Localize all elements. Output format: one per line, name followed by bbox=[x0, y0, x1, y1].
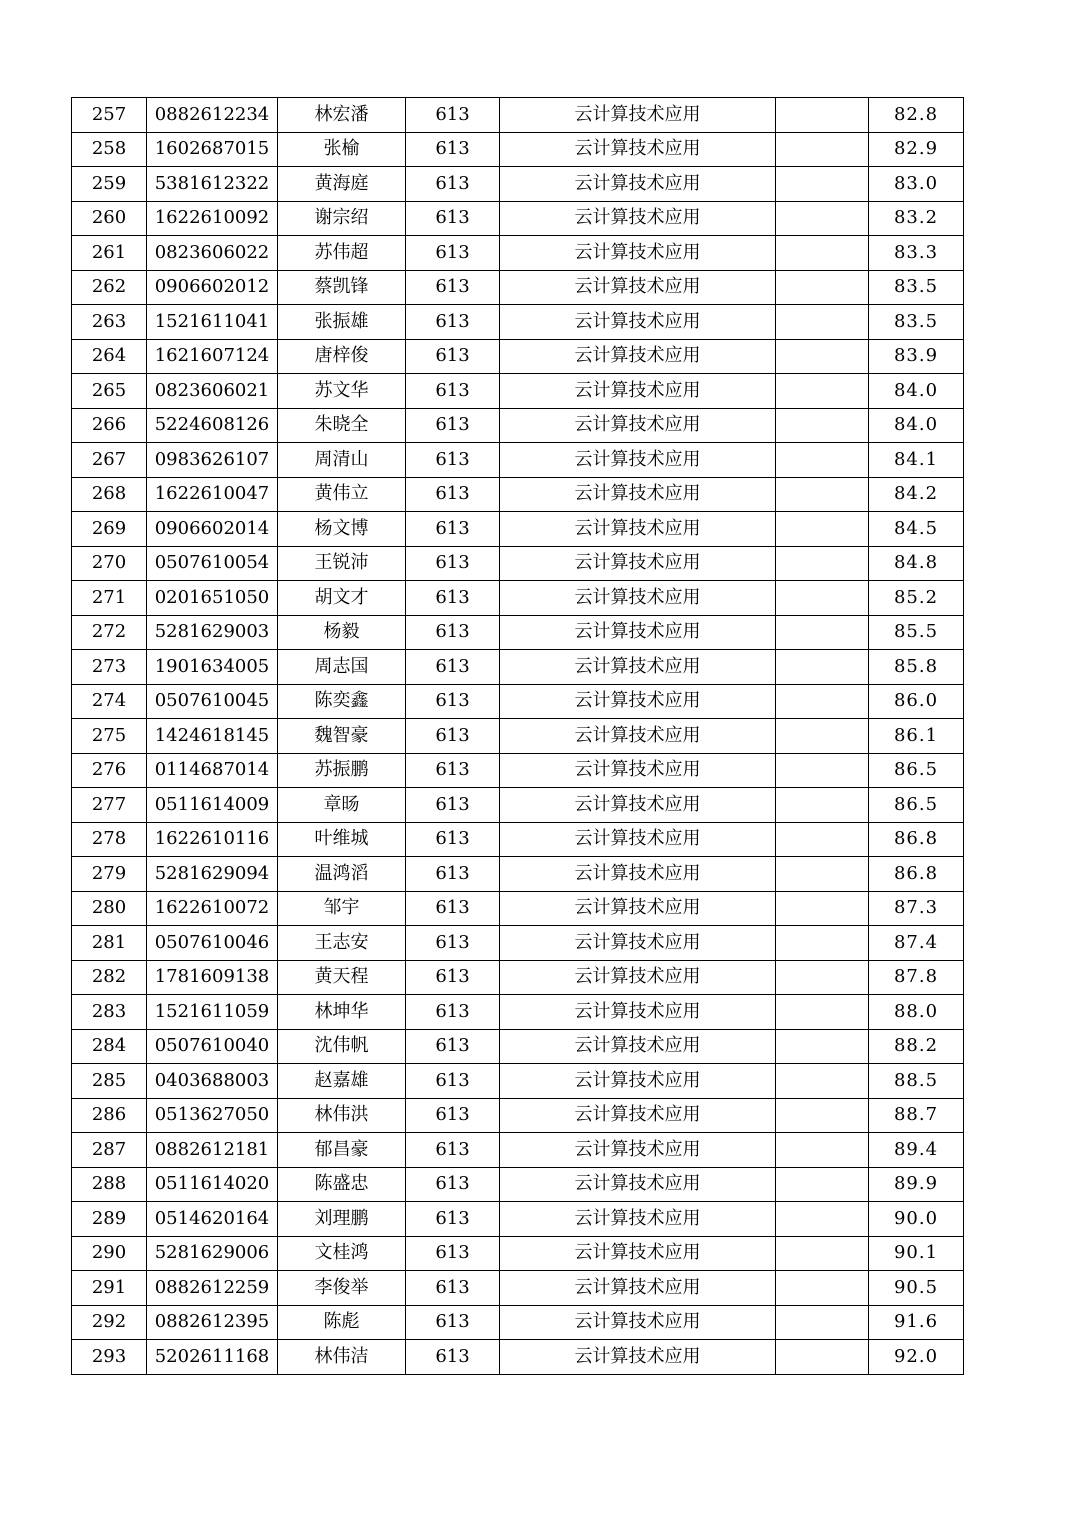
note-cell bbox=[776, 1167, 869, 1202]
major-name-cell: 云计算技术应用 bbox=[500, 960, 776, 995]
sequence-cell: 292 bbox=[72, 1305, 147, 1340]
exam-number-cell: 0823606021 bbox=[147, 374, 278, 409]
student-name-cell: 苏文华 bbox=[278, 374, 406, 409]
sequence-cell: 284 bbox=[72, 1029, 147, 1064]
note-cell bbox=[776, 788, 869, 823]
note-cell bbox=[776, 236, 869, 271]
sequence-cell: 261 bbox=[72, 236, 147, 271]
table-row bbox=[72, 926, 964, 961]
exam-number-cell: 5281629003 bbox=[147, 615, 278, 650]
score-cell: 89.4 bbox=[869, 1133, 964, 1168]
score-cell: 86.8 bbox=[869, 857, 964, 892]
exam-number-cell: 1781609138 bbox=[147, 960, 278, 995]
table-row bbox=[72, 443, 964, 478]
note-cell bbox=[776, 512, 869, 547]
note-cell bbox=[776, 960, 869, 995]
score-cell: 89.9 bbox=[869, 1167, 964, 1202]
exam-number-cell: 0514620164 bbox=[147, 1202, 278, 1237]
exam-number-cell: 0882612395 bbox=[147, 1305, 278, 1340]
table-row bbox=[72, 581, 964, 616]
major-name-cell: 云计算技术应用 bbox=[500, 1340, 776, 1375]
student-name-cell: 黄海庭 bbox=[278, 167, 406, 202]
exam-number-cell: 1622610116 bbox=[147, 822, 278, 857]
sequence-cell: 281 bbox=[72, 926, 147, 961]
major-name-cell: 云计算技术应用 bbox=[500, 443, 776, 478]
note-cell bbox=[776, 581, 869, 616]
note-cell bbox=[776, 891, 869, 926]
sequence-cell: 267 bbox=[72, 443, 147, 478]
note-cell bbox=[776, 753, 869, 788]
table-row bbox=[72, 236, 964, 271]
sequence-cell: 291 bbox=[72, 1271, 147, 1306]
major-name-cell: 云计算技术应用 bbox=[500, 98, 776, 133]
student-name-cell: 林伟洁 bbox=[278, 1340, 406, 1375]
major-name-cell: 云计算技术应用 bbox=[500, 1236, 776, 1271]
note-cell bbox=[776, 270, 869, 305]
major-name-cell: 云计算技术应用 bbox=[500, 374, 776, 409]
exam-number-cell: 1521611059 bbox=[147, 995, 278, 1030]
note-cell bbox=[776, 132, 869, 167]
major-code-cell: 613 bbox=[406, 615, 500, 650]
score-cell: 85.8 bbox=[869, 650, 964, 685]
table-row bbox=[72, 1202, 964, 1237]
table-row bbox=[72, 788, 964, 823]
student-name-cell: 沈伟帆 bbox=[278, 1029, 406, 1064]
table-row bbox=[72, 1271, 964, 1306]
student-name-cell: 周志国 bbox=[278, 650, 406, 685]
student-name-cell: 陈奕鑫 bbox=[278, 684, 406, 719]
exam-number-cell: 5281629094 bbox=[147, 857, 278, 892]
note-cell bbox=[776, 615, 869, 650]
table-row bbox=[72, 615, 964, 650]
note-cell bbox=[776, 1029, 869, 1064]
student-name-cell: 周清山 bbox=[278, 443, 406, 478]
student-name-cell: 谢宗绍 bbox=[278, 201, 406, 236]
score-cell: 83.0 bbox=[869, 167, 964, 202]
table-row bbox=[72, 305, 964, 340]
table-row bbox=[72, 960, 964, 995]
sequence-cell: 277 bbox=[72, 788, 147, 823]
student-name-cell: 苏振鹏 bbox=[278, 753, 406, 788]
note-cell bbox=[776, 1340, 869, 1375]
major-code-cell: 613 bbox=[406, 1271, 500, 1306]
score-cell: 88.2 bbox=[869, 1029, 964, 1064]
score-cell: 83.5 bbox=[869, 270, 964, 305]
note-cell bbox=[776, 98, 869, 133]
major-name-cell: 云计算技术应用 bbox=[500, 546, 776, 581]
major-name-cell: 云计算技术应用 bbox=[500, 926, 776, 961]
major-name-cell: 云计算技术应用 bbox=[500, 615, 776, 650]
major-code-cell: 613 bbox=[406, 1236, 500, 1271]
student-name-cell: 林坤华 bbox=[278, 995, 406, 1030]
note-cell bbox=[776, 305, 869, 340]
sequence-cell: 287 bbox=[72, 1133, 147, 1168]
table-row bbox=[72, 374, 964, 409]
sequence-cell: 258 bbox=[72, 132, 147, 167]
major-name-cell: 云计算技术应用 bbox=[500, 408, 776, 443]
major-code-cell: 613 bbox=[406, 98, 500, 133]
score-cell: 85.2 bbox=[869, 581, 964, 616]
major-name-cell: 云计算技术应用 bbox=[500, 581, 776, 616]
student-name-cell: 杨毅 bbox=[278, 615, 406, 650]
major-code-cell: 613 bbox=[406, 1133, 500, 1168]
major-code-cell: 613 bbox=[406, 650, 500, 685]
major-code-cell: 613 bbox=[406, 822, 500, 857]
major-name-cell: 云计算技术应用 bbox=[500, 684, 776, 719]
major-name-cell: 云计算技术应用 bbox=[500, 822, 776, 857]
student-name-cell: 张榆 bbox=[278, 132, 406, 167]
major-code-cell: 613 bbox=[406, 1202, 500, 1237]
note-cell bbox=[776, 857, 869, 892]
major-name-cell: 云计算技术应用 bbox=[500, 477, 776, 512]
major-name-cell: 云计算技术应用 bbox=[500, 1064, 776, 1099]
sequence-cell: 280 bbox=[72, 891, 147, 926]
sequence-cell: 288 bbox=[72, 1167, 147, 1202]
sequence-cell: 272 bbox=[72, 615, 147, 650]
note-cell bbox=[776, 1271, 869, 1306]
score-cell: 84.0 bbox=[869, 374, 964, 409]
major-code-cell: 613 bbox=[406, 339, 500, 374]
major-code-cell: 613 bbox=[406, 1167, 500, 1202]
sequence-cell: 275 bbox=[72, 719, 147, 754]
student-name-cell: 蔡凯锋 bbox=[278, 270, 406, 305]
exam-number-cell: 0882612259 bbox=[147, 1271, 278, 1306]
note-cell bbox=[776, 201, 869, 236]
score-cell: 86.8 bbox=[869, 822, 964, 857]
exam-number-cell: 0114687014 bbox=[147, 753, 278, 788]
sequence-cell: 273 bbox=[72, 650, 147, 685]
table-row bbox=[72, 408, 964, 443]
table-row bbox=[72, 339, 964, 374]
student-name-cell: 林宏潘 bbox=[278, 98, 406, 133]
note-cell bbox=[776, 443, 869, 478]
exam-number-cell: 0507610046 bbox=[147, 926, 278, 961]
table-row bbox=[72, 1236, 964, 1271]
table-row bbox=[72, 650, 964, 685]
exam-number-cell: 0882612181 bbox=[147, 1133, 278, 1168]
sequence-cell: 266 bbox=[72, 408, 147, 443]
score-cell: 88.0 bbox=[869, 995, 964, 1030]
major-code-cell: 613 bbox=[406, 891, 500, 926]
exam-number-cell: 0906602014 bbox=[147, 512, 278, 547]
student-name-cell: 唐梓俊 bbox=[278, 339, 406, 374]
exam-number-cell: 5281629006 bbox=[147, 1236, 278, 1271]
exam-number-cell: 0511614020 bbox=[147, 1167, 278, 1202]
student-name-cell: 文桂鸿 bbox=[278, 1236, 406, 1271]
student-name-cell: 王锐沛 bbox=[278, 546, 406, 581]
table-row bbox=[72, 1305, 964, 1340]
exam-number-cell: 0882612234 bbox=[147, 98, 278, 133]
sequence-cell: 286 bbox=[72, 1098, 147, 1133]
major-name-cell: 云计算技术应用 bbox=[500, 305, 776, 340]
note-cell bbox=[776, 1098, 869, 1133]
major-code-cell: 613 bbox=[406, 926, 500, 961]
score-cell: 84.8 bbox=[869, 546, 964, 581]
exam-number-cell: 0201651050 bbox=[147, 581, 278, 616]
major-code-cell: 613 bbox=[406, 477, 500, 512]
note-cell bbox=[776, 1305, 869, 1340]
major-code-cell: 613 bbox=[406, 270, 500, 305]
student-name-cell: 魏智豪 bbox=[278, 719, 406, 754]
major-code-cell: 613 bbox=[406, 1098, 500, 1133]
score-cell: 83.9 bbox=[869, 339, 964, 374]
table-row bbox=[72, 995, 964, 1030]
major-code-cell: 613 bbox=[406, 995, 500, 1030]
sequence-cell: 274 bbox=[72, 684, 147, 719]
major-name-cell: 云计算技术应用 bbox=[500, 236, 776, 271]
exam-number-cell: 1602687015 bbox=[147, 132, 278, 167]
score-cell: 87.3 bbox=[869, 891, 964, 926]
table-row bbox=[72, 201, 964, 236]
exam-number-cell: 0906602012 bbox=[147, 270, 278, 305]
sequence-cell: 259 bbox=[72, 167, 147, 202]
table-row bbox=[72, 857, 964, 892]
major-name-cell: 云计算技术应用 bbox=[500, 857, 776, 892]
major-name-cell: 云计算技术应用 bbox=[500, 1167, 776, 1202]
sequence-cell: 293 bbox=[72, 1340, 147, 1375]
student-name-cell: 胡文才 bbox=[278, 581, 406, 616]
sequence-cell: 268 bbox=[72, 477, 147, 512]
note-cell bbox=[776, 822, 869, 857]
score-cell: 86.0 bbox=[869, 684, 964, 719]
sequence-cell: 282 bbox=[72, 960, 147, 995]
major-code-cell: 613 bbox=[406, 167, 500, 202]
student-name-cell: 陈彪 bbox=[278, 1305, 406, 1340]
score-cell: 83.3 bbox=[869, 236, 964, 271]
major-name-cell: 云计算技术应用 bbox=[500, 201, 776, 236]
table-row bbox=[72, 719, 964, 754]
score-cell: 84.2 bbox=[869, 477, 964, 512]
exam-number-cell: 0507610054 bbox=[147, 546, 278, 581]
note-cell bbox=[776, 1236, 869, 1271]
major-code-cell: 613 bbox=[406, 546, 500, 581]
major-name-cell: 云计算技术应用 bbox=[500, 1098, 776, 1133]
major-code-cell: 613 bbox=[406, 132, 500, 167]
student-name-cell: 杨文博 bbox=[278, 512, 406, 547]
major-name-cell: 云计算技术应用 bbox=[500, 650, 776, 685]
major-code-cell: 613 bbox=[406, 305, 500, 340]
table-row bbox=[72, 1133, 964, 1168]
student-name-cell: 朱晓全 bbox=[278, 408, 406, 443]
score-cell: 84.5 bbox=[869, 512, 964, 547]
results-table bbox=[71, 97, 964, 1375]
table-row bbox=[72, 1340, 964, 1375]
major-code-cell: 613 bbox=[406, 374, 500, 409]
student-name-cell: 李俊举 bbox=[278, 1271, 406, 1306]
major-code-cell: 613 bbox=[406, 408, 500, 443]
table-row bbox=[72, 1064, 964, 1099]
student-name-cell: 黄伟立 bbox=[278, 477, 406, 512]
table-row bbox=[72, 477, 964, 512]
score-cell: 86.5 bbox=[869, 753, 964, 788]
note-cell bbox=[776, 1202, 869, 1237]
student-name-cell: 邹宇 bbox=[278, 891, 406, 926]
sequence-cell: 263 bbox=[72, 305, 147, 340]
note-cell bbox=[776, 995, 869, 1030]
sequence-cell: 260 bbox=[72, 201, 147, 236]
sequence-cell: 285 bbox=[72, 1064, 147, 1099]
major-code-cell: 613 bbox=[406, 719, 500, 754]
score-cell: 91.6 bbox=[869, 1305, 964, 1340]
exam-number-cell: 5381612322 bbox=[147, 167, 278, 202]
note-cell bbox=[776, 408, 869, 443]
score-cell: 82.9 bbox=[869, 132, 964, 167]
score-cell: 83.2 bbox=[869, 201, 964, 236]
sequence-cell: 289 bbox=[72, 1202, 147, 1237]
major-code-cell: 613 bbox=[406, 1064, 500, 1099]
major-name-cell: 云计算技术应用 bbox=[500, 1133, 776, 1168]
major-name-cell: 云计算技术应用 bbox=[500, 339, 776, 374]
major-name-cell: 云计算技术应用 bbox=[500, 1271, 776, 1306]
exam-number-cell: 0403688003 bbox=[147, 1064, 278, 1099]
score-cell: 90.1 bbox=[869, 1236, 964, 1271]
exam-number-cell: 0513627050 bbox=[147, 1098, 278, 1133]
major-code-cell: 613 bbox=[406, 753, 500, 788]
table-row bbox=[72, 270, 964, 305]
table-row bbox=[72, 891, 964, 926]
note-cell bbox=[776, 477, 869, 512]
sequence-cell: 278 bbox=[72, 822, 147, 857]
note-cell bbox=[776, 1064, 869, 1099]
sequence-cell: 276 bbox=[72, 753, 147, 788]
exam-number-cell: 5202611168 bbox=[147, 1340, 278, 1375]
score-cell: 86.1 bbox=[869, 719, 964, 754]
table-row bbox=[72, 98, 964, 133]
major-name-cell: 云计算技术应用 bbox=[500, 788, 776, 823]
sequence-cell: 279 bbox=[72, 857, 147, 892]
major-name-cell: 云计算技术应用 bbox=[500, 753, 776, 788]
major-code-cell: 613 bbox=[406, 443, 500, 478]
sequence-cell: 269 bbox=[72, 512, 147, 547]
table-row bbox=[72, 753, 964, 788]
table-row bbox=[72, 822, 964, 857]
score-cell: 92.0 bbox=[869, 1340, 964, 1375]
note-cell bbox=[776, 650, 869, 685]
sequence-cell: 264 bbox=[72, 339, 147, 374]
major-code-cell: 613 bbox=[406, 201, 500, 236]
note-cell bbox=[776, 546, 869, 581]
table-row bbox=[72, 132, 964, 167]
sequence-cell: 283 bbox=[72, 995, 147, 1030]
exam-number-cell: 1622610072 bbox=[147, 891, 278, 926]
note-cell bbox=[776, 374, 869, 409]
score-cell: 84.0 bbox=[869, 408, 964, 443]
exam-number-cell: 5224608126 bbox=[147, 408, 278, 443]
major-name-cell: 云计算技术应用 bbox=[500, 270, 776, 305]
major-name-cell: 云计算技术应用 bbox=[500, 512, 776, 547]
student-name-cell: 陈盛忠 bbox=[278, 1167, 406, 1202]
student-name-cell: 叶维城 bbox=[278, 822, 406, 857]
major-code-cell: 613 bbox=[406, 236, 500, 271]
major-name-cell: 云计算技术应用 bbox=[500, 1202, 776, 1237]
score-cell: 82.8 bbox=[869, 98, 964, 133]
table-row bbox=[72, 546, 964, 581]
major-code-cell: 613 bbox=[406, 512, 500, 547]
note-cell bbox=[776, 339, 869, 374]
student-name-cell: 章旸 bbox=[278, 788, 406, 823]
student-name-cell: 黄天程 bbox=[278, 960, 406, 995]
table-row bbox=[72, 512, 964, 547]
exam-number-cell: 1621607124 bbox=[147, 339, 278, 374]
score-cell: 86.5 bbox=[869, 788, 964, 823]
major-code-cell: 613 bbox=[406, 581, 500, 616]
exam-number-cell: 0511614009 bbox=[147, 788, 278, 823]
score-cell: 84.1 bbox=[869, 443, 964, 478]
table-row bbox=[72, 1029, 964, 1064]
score-cell: 87.4 bbox=[869, 926, 964, 961]
major-name-cell: 云计算技术应用 bbox=[500, 719, 776, 754]
note-cell bbox=[776, 1133, 869, 1168]
student-name-cell: 王志安 bbox=[278, 926, 406, 961]
student-name-cell: 刘理鹏 bbox=[278, 1202, 406, 1237]
major-name-cell: 云计算技术应用 bbox=[500, 167, 776, 202]
sequence-cell: 265 bbox=[72, 374, 147, 409]
major-name-cell: 云计算技术应用 bbox=[500, 132, 776, 167]
note-cell bbox=[776, 926, 869, 961]
sequence-cell: 257 bbox=[72, 98, 147, 133]
exam-number-cell: 1622610092 bbox=[147, 201, 278, 236]
major-name-cell: 云计算技术应用 bbox=[500, 995, 776, 1030]
exam-number-cell: 1424618145 bbox=[147, 719, 278, 754]
major-code-cell: 613 bbox=[406, 1305, 500, 1340]
note-cell bbox=[776, 719, 869, 754]
score-cell: 87.8 bbox=[869, 960, 964, 995]
major-code-cell: 613 bbox=[406, 1340, 500, 1375]
student-name-cell: 林伟洪 bbox=[278, 1098, 406, 1133]
exam-number-cell: 1622610047 bbox=[147, 477, 278, 512]
major-code-cell: 613 bbox=[406, 960, 500, 995]
score-cell: 85.5 bbox=[869, 615, 964, 650]
exam-number-cell: 1901634005 bbox=[147, 650, 278, 685]
major-code-cell: 613 bbox=[406, 788, 500, 823]
student-name-cell: 苏伟超 bbox=[278, 236, 406, 271]
score-cell: 90.5 bbox=[869, 1271, 964, 1306]
score-cell: 88.7 bbox=[869, 1098, 964, 1133]
sequence-cell: 262 bbox=[72, 270, 147, 305]
results-body bbox=[72, 98, 964, 1375]
exam-number-cell: 0507610045 bbox=[147, 684, 278, 719]
sequence-cell: 270 bbox=[72, 546, 147, 581]
major-code-cell: 613 bbox=[406, 857, 500, 892]
student-name-cell: 温鸿滔 bbox=[278, 857, 406, 892]
major-name-cell: 云计算技术应用 bbox=[500, 1029, 776, 1064]
major-code-cell: 613 bbox=[406, 684, 500, 719]
note-cell bbox=[776, 167, 869, 202]
score-cell: 83.5 bbox=[869, 305, 964, 340]
sequence-cell: 290 bbox=[72, 1236, 147, 1271]
score-cell: 88.5 bbox=[869, 1064, 964, 1099]
table-row bbox=[72, 1167, 964, 1202]
exam-number-cell: 0983626107 bbox=[147, 443, 278, 478]
exam-number-cell: 0507610040 bbox=[147, 1029, 278, 1064]
student-name-cell: 赵嘉雄 bbox=[278, 1064, 406, 1099]
score-cell: 90.0 bbox=[869, 1202, 964, 1237]
table-row bbox=[72, 1098, 964, 1133]
exam-number-cell: 1521611041 bbox=[147, 305, 278, 340]
note-cell bbox=[776, 684, 869, 719]
table-row bbox=[72, 684, 964, 719]
major-name-cell: 云计算技术应用 bbox=[500, 891, 776, 926]
table-row bbox=[72, 167, 964, 202]
major-code-cell: 613 bbox=[406, 1029, 500, 1064]
student-name-cell: 张振雄 bbox=[278, 305, 406, 340]
exam-number-cell: 0823606022 bbox=[147, 236, 278, 271]
major-name-cell: 云计算技术应用 bbox=[500, 1305, 776, 1340]
student-name-cell: 郁昌豪 bbox=[278, 1133, 406, 1168]
sequence-cell: 271 bbox=[72, 581, 147, 616]
